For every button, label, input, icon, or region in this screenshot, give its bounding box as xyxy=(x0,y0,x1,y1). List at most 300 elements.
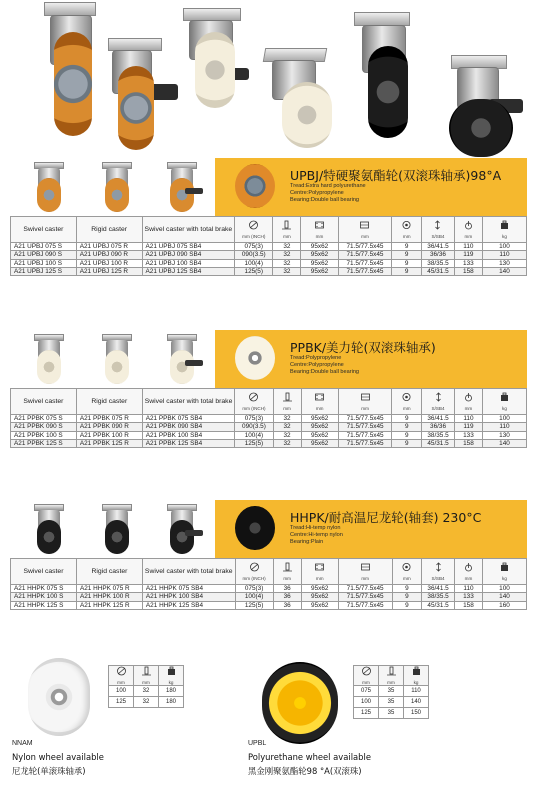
spec-value-cell: 32 xyxy=(273,243,301,251)
unit-label: mm xyxy=(387,680,395,685)
model-code-cell: A21 PPBK 075 SB4 xyxy=(142,415,235,423)
model-code-cell: A21 HHPK 100 S xyxy=(11,593,77,601)
wheel-ppbk-image xyxy=(235,336,275,380)
spec-value-cell: 95x62 xyxy=(301,251,338,259)
spec-value-cell: 158 xyxy=(454,601,482,609)
unit-label: S/SB4 xyxy=(431,234,445,239)
bolt-hole-icon xyxy=(400,562,413,574)
banner-upbj xyxy=(215,158,527,216)
unit-label: kg xyxy=(502,234,507,239)
spec-value-cell: 119 xyxy=(454,423,482,431)
spec-value-cell: 95x62 xyxy=(301,243,338,251)
centre-text: Centre:Polypropylene xyxy=(290,190,344,196)
mini-value-cell: 075 xyxy=(354,686,379,697)
model-code-cell: A21 HHPK 125 SB4 xyxy=(142,601,235,609)
bearing-text: Bearing:Plain xyxy=(290,539,324,545)
thumb-rigid xyxy=(90,332,144,386)
banner-ppbk xyxy=(215,330,527,388)
spec-value-cell: 95x62 xyxy=(301,423,338,431)
spec-value-cell: 95x62 xyxy=(301,267,338,275)
spec-value-cell: 130 xyxy=(482,431,526,439)
column-header: Swivel caster with total brake xyxy=(142,559,235,585)
model-code-cell: A21 PPBK 100 R xyxy=(76,431,142,439)
column-header: Rigid caster xyxy=(76,559,142,585)
nylon-wheel-image xyxy=(28,658,90,736)
spec-value-cell: 9 xyxy=(392,267,422,275)
mini-header-cell xyxy=(159,666,184,686)
spec-value-cell: 9 xyxy=(392,601,422,609)
spec-value-cell: 38/35.5 xyxy=(422,431,455,439)
unit-label: mm xyxy=(361,576,369,581)
spec-value-cell: 100(4) xyxy=(235,259,273,267)
mini-value-cell: 32 xyxy=(134,697,159,708)
spec-value-cell: 090(3.5) xyxy=(235,251,273,259)
mini-value-cell: 110 xyxy=(404,686,429,697)
spec-value-cell: 9 xyxy=(392,423,422,431)
spec-value-cell: 140 xyxy=(482,593,526,601)
mini-value-cell: 32 xyxy=(134,686,159,697)
spec-value-cell: 95x62 xyxy=(301,601,338,609)
top-plate-icon xyxy=(313,392,326,404)
spec-value-cell: 36 xyxy=(273,593,301,601)
mini-value-cell: 35 xyxy=(379,708,404,719)
unit-label: mm xyxy=(361,406,369,411)
model-code-cell: A21 PPBK 090 SB4 xyxy=(142,423,235,431)
wheel-diameter-icon xyxy=(247,392,260,404)
upbl-spec-table xyxy=(353,665,429,719)
spec-value-cell: 32 xyxy=(273,267,301,275)
column-header-icon-cell xyxy=(454,559,482,585)
hero-caster-black-brake xyxy=(445,55,525,155)
model-code-cell: A21 PPBK 075 S xyxy=(11,415,77,423)
mini-value-cell: 150 xyxy=(404,708,429,719)
spec-value-cell: 71.5/77.5x45 xyxy=(338,423,392,431)
spec-value-cell: 9 xyxy=(392,259,422,267)
hero-caster-orange-brake xyxy=(100,38,180,153)
unit-label: mm xyxy=(464,234,473,239)
overall-height-icon xyxy=(432,392,445,404)
spec-value-cell: 36/36 xyxy=(422,423,455,431)
unit-label: kg xyxy=(168,680,174,685)
spec-value-cell: 71.5/77.5x45 xyxy=(338,439,392,447)
wheel-diameter-icon xyxy=(360,666,373,678)
spec-value-cell: 125(5) xyxy=(235,439,273,447)
hero-caster-orange-swivel xyxy=(40,2,102,137)
table-row xyxy=(354,686,429,697)
spec-value-cell: 100 xyxy=(482,585,526,593)
unit-label: mm xyxy=(402,406,411,411)
spec-value-cell: 9 xyxy=(392,415,422,423)
spec-value-cell: 158 xyxy=(454,439,482,447)
unit-label: mm (INCH) xyxy=(242,406,266,411)
spec-value-cell: 95x62 xyxy=(301,593,338,601)
mini-header-cell xyxy=(404,666,429,686)
model-code-cell: A21 PPBK 090 R xyxy=(76,423,142,431)
model-code-cell: A21 UPBJ 075 SB4 xyxy=(142,243,235,251)
spec-value-cell: 9 xyxy=(392,431,422,439)
spec-value-cell: 32 xyxy=(273,431,301,439)
model-code-cell: A21 HHPK 125 R xyxy=(76,601,142,609)
column-header-icon-cell xyxy=(338,389,392,415)
bolt-hole-spacing-icon xyxy=(358,220,371,232)
unit-label: S/SB4 xyxy=(431,406,445,411)
spec-value-cell: 95x62 xyxy=(301,585,338,593)
wheel-upbj-image xyxy=(235,164,275,208)
column-header-icon-cell xyxy=(273,389,301,415)
spec-value-cell: 38/35.5 xyxy=(422,259,455,267)
column-header-icon-cell xyxy=(235,559,273,585)
section-ppbk xyxy=(10,330,527,460)
section-hhpk xyxy=(10,500,527,630)
mini-value-cell: 180 xyxy=(159,686,184,697)
model-code-cell: A21 UPBJ 100 S xyxy=(11,259,77,267)
spec-header-row xyxy=(11,559,527,585)
spec-value-cell: 95x62 xyxy=(301,431,338,439)
unit-label: kg xyxy=(502,406,507,411)
spec-value-cell: 45/31.5 xyxy=(422,439,455,447)
model-code-cell: A21 PPBK 100 S xyxy=(11,431,77,439)
spec-value-cell: 110 xyxy=(454,585,482,593)
column-header-icon-cell xyxy=(392,559,422,585)
table-row xyxy=(11,431,527,439)
tread-text: Tread:Extra hard polyurethane xyxy=(290,183,366,189)
wheel-width-icon xyxy=(281,392,294,404)
table-row xyxy=(11,585,527,593)
centre-text: Centre:Hi-temp nylon xyxy=(290,532,343,538)
overall-height-icon xyxy=(431,220,444,232)
model-code-cell: A21 HHPK 125 S xyxy=(11,601,77,609)
spec-table xyxy=(10,558,527,610)
unit-label: mm xyxy=(315,576,324,581)
spec-value-cell: 160 xyxy=(482,601,526,609)
model-code-cell: A21 UPBJ 090 R xyxy=(76,251,142,259)
spec-value-cell: 110 xyxy=(482,251,526,259)
spec-value-cell: 71.5/77.5x45 xyxy=(338,243,392,251)
unit-label: mm xyxy=(315,234,324,239)
wheel-width-icon xyxy=(140,666,153,678)
bolt-hole-icon xyxy=(400,220,413,232)
centre-text: Centre:Polypropylene xyxy=(290,362,344,368)
wheel-diameter-icon xyxy=(248,562,261,574)
offset-icon xyxy=(462,220,475,232)
mini-value-cell: 125 xyxy=(354,708,379,719)
spec-value-cell: 32 xyxy=(273,423,301,431)
wheel-width-icon xyxy=(280,220,293,232)
thumb-swivel-brake xyxy=(155,160,209,214)
column-header-icon-cell xyxy=(422,217,455,243)
column-header-icon-cell xyxy=(301,559,338,585)
top-plate-icon xyxy=(313,562,326,574)
column-header-icon-cell xyxy=(301,389,338,415)
spec-table xyxy=(10,388,527,448)
spec-value-cell: 100 xyxy=(482,243,526,251)
column-header-icon-cell xyxy=(454,217,482,243)
column-header-icon-cell xyxy=(392,217,422,243)
model-code-cell: A21 UPBJ 090 S xyxy=(11,251,77,259)
bolt-hole-spacing-icon xyxy=(359,392,372,404)
unit-label: kg xyxy=(413,680,419,685)
spec-value-cell: 32 xyxy=(273,259,301,267)
mini-value-cell: 35 xyxy=(379,686,404,697)
table-row xyxy=(11,593,527,601)
mini-value-cell: 180 xyxy=(159,697,184,708)
spec-value-cell: 71.5/77.5x45 xyxy=(338,415,392,423)
column-header-icon-cell xyxy=(422,389,455,415)
column-header-icon-cell xyxy=(422,559,455,585)
column-header-icon-cell xyxy=(482,559,526,585)
column-header-icon-cell xyxy=(235,217,273,243)
nylon-spec-table xyxy=(108,665,184,708)
spec-value-cell: 32 xyxy=(273,439,301,447)
model-code-cell: A21 UPBJ 075 S xyxy=(11,243,77,251)
model-code-cell: A21 PPBK 125 S xyxy=(11,439,77,447)
spec-value-cell: 130 xyxy=(482,259,526,267)
spec-value-cell: 133 xyxy=(454,431,482,439)
hero-caster-black-swivel xyxy=(350,12,420,140)
spec-value-cell: 110 xyxy=(482,423,526,431)
unit-label: mm xyxy=(402,234,411,239)
column-header-icon-cell xyxy=(273,559,301,585)
spec-value-cell: 36 xyxy=(273,601,301,609)
bearing-text: Bearing:Double ball bearing xyxy=(290,369,360,375)
column-header: Swivel caster xyxy=(11,559,77,585)
wheel-diameter-icon xyxy=(247,220,260,232)
column-header: Swivel caster xyxy=(11,217,77,243)
column-header: Swivel caster with total brake xyxy=(142,217,235,243)
mini-header-row xyxy=(109,666,184,686)
load-capacity-icon xyxy=(410,666,423,678)
spec-value-cell: 125(5) xyxy=(235,601,273,609)
spec-value-cell: 075(3) xyxy=(235,585,273,593)
mini-value-cell: 35 xyxy=(379,697,404,708)
column-header-icon-cell xyxy=(235,389,273,415)
mini-value-cell: 100 xyxy=(109,686,134,697)
spec-value-cell: 133 xyxy=(454,259,482,267)
upbl-code: UPBL xyxy=(248,740,267,747)
bolt-hole-icon xyxy=(400,392,413,404)
unit-label: kg xyxy=(502,576,507,581)
spec-value-cell: 125(5) xyxy=(235,267,273,275)
unit-label: mm xyxy=(117,680,125,685)
unit-label: mm (INCH) xyxy=(242,576,266,581)
spec-value-cell: 100(4) xyxy=(235,431,273,439)
model-code-cell: A21 PPBK 125 SB4 xyxy=(142,439,235,447)
unit-label: mm xyxy=(283,576,291,581)
spec-value-cell: 95x62 xyxy=(301,439,338,447)
nylon-caption-en: Nylon wheel available xyxy=(12,752,104,762)
table-row xyxy=(109,686,184,697)
unit-label: mm xyxy=(315,406,324,411)
spec-value-cell: 133 xyxy=(454,593,482,601)
column-header: Swivel caster xyxy=(11,389,77,415)
model-code-cell: A21 HHPK 075 R xyxy=(76,585,142,593)
model-code-cell: A21 HHPK 100 R xyxy=(76,593,142,601)
unit-label: mm (INCH) xyxy=(242,234,266,239)
section-upbj xyxy=(10,158,527,288)
spec-value-cell: 71.5/77.5x45 xyxy=(338,267,392,275)
table-row xyxy=(11,415,527,423)
wheel-width-icon xyxy=(281,562,294,574)
column-header-icon-cell xyxy=(301,217,338,243)
spec-value-cell: 95x62 xyxy=(301,415,338,423)
model-code-cell: A21 PPBK 100 SB4 xyxy=(142,431,235,439)
wheel-hhpk-image xyxy=(235,506,275,550)
mini-header-cell xyxy=(134,666,159,686)
model-code-cell: A21 HHPK 075 S xyxy=(11,585,77,593)
spec-header-row xyxy=(11,389,527,415)
spec-value-cell: 45/31.5 xyxy=(422,267,455,275)
spec-value-cell: 36/41.5 xyxy=(422,585,455,593)
spec-value-cell: 100 xyxy=(482,415,526,423)
thumb-swivel xyxy=(22,332,76,386)
section-title: PPBK/美力轮(双滚珠轴承) xyxy=(290,340,436,355)
bearing-text: Bearing:Double ball bearing xyxy=(290,197,360,203)
overall-height-icon xyxy=(432,562,445,574)
spec-value-cell: 71.5/77.5x45 xyxy=(338,431,392,439)
model-code-cell: A21 PPBK 075 R xyxy=(76,415,142,423)
spec-value-cell: 36 xyxy=(273,585,301,593)
model-code-cell: A21 PPBK 125 R xyxy=(76,439,142,447)
column-header-icon-cell xyxy=(338,217,392,243)
table-row xyxy=(354,708,429,719)
spec-value-cell: 71.5/77.5x45 xyxy=(338,259,392,267)
unit-label: mm xyxy=(361,234,369,239)
spec-value-cell: 36/41.5 xyxy=(422,415,455,423)
unit-label: S/SB4 xyxy=(431,576,445,581)
column-header-icon-cell xyxy=(482,217,526,243)
unit-label: mm xyxy=(142,680,150,685)
table-row xyxy=(11,423,527,431)
upbl-caption-en: Polyurethane wheel available xyxy=(248,752,371,762)
column-header-icon-cell xyxy=(392,389,422,415)
column-header-icon-cell xyxy=(273,217,301,243)
spec-value-cell: 119 xyxy=(454,251,482,259)
spec-value-cell: 36/41.5 xyxy=(422,243,455,251)
thumb-rigid xyxy=(90,160,144,214)
mini-value-cell: 140 xyxy=(404,697,429,708)
thumb-swivel-brake xyxy=(155,502,209,556)
spec-value-cell: 38/35.5 xyxy=(422,593,455,601)
offset-icon xyxy=(462,562,475,574)
model-code-cell: A21 UPBJ 125 S xyxy=(11,267,77,275)
nylon-code: NNAM xyxy=(12,740,33,747)
load-capacity-icon xyxy=(165,666,178,678)
model-code-cell: A21 UPBJ 125 R xyxy=(76,267,142,275)
column-header-icon-cell xyxy=(338,559,392,585)
table-row xyxy=(354,697,429,708)
spec-value-cell: 9 xyxy=(392,243,422,251)
offset-icon xyxy=(462,392,475,404)
model-code-cell: A21 UPBJ 125 SB4 xyxy=(142,267,235,275)
upbl-caption-cn: 黑金刚聚氨酯轮98 °A(双滚珠) xyxy=(248,766,362,776)
model-code-cell: A21 UPBJ 090 SB4 xyxy=(142,251,235,259)
table-row xyxy=(11,251,527,259)
spec-value-cell: 32 xyxy=(273,415,301,423)
spec-value-cell: 140 xyxy=(482,439,526,447)
spec-value-cell: 9 xyxy=(392,593,422,601)
section-title: UPBJ/特硬聚氨酯轮(双滚珠轴承)98°A xyxy=(290,168,502,183)
unit-label: mm xyxy=(362,680,370,685)
table-row xyxy=(11,259,527,267)
table-row xyxy=(109,697,184,708)
spec-value-cell: 9 xyxy=(392,251,422,259)
column-header-icon-cell xyxy=(454,389,482,415)
spec-value-cell: 110 xyxy=(454,243,482,251)
spec-value-cell: 090(3.5) xyxy=(235,423,273,431)
spec-value-cell: 9 xyxy=(392,439,422,447)
mini-header-cell xyxy=(109,666,134,686)
load-capacity-icon xyxy=(498,562,511,574)
load-capacity-icon xyxy=(498,392,511,404)
load-capacity-icon xyxy=(498,220,511,232)
top-plate-icon xyxy=(313,220,326,232)
spec-value-cell: 140 xyxy=(482,267,526,275)
spec-value-cell: 45/31.5 xyxy=(422,601,455,609)
mini-value-cell: 125 xyxy=(109,697,134,708)
model-code-cell: A21 UPBJ 100 SB4 xyxy=(142,259,235,267)
hero-caster-images xyxy=(0,0,537,158)
spec-value-cell: 36/36 xyxy=(422,251,455,259)
spec-value-cell: 71.5/77.5x45 xyxy=(338,251,392,259)
upbl-wheel-image xyxy=(262,662,338,744)
table-row xyxy=(11,267,527,275)
unit-label: mm xyxy=(283,234,291,239)
spec-value-cell: 110 xyxy=(454,415,482,423)
mini-header-cell xyxy=(379,666,404,686)
model-code-cell: A21 HHPK 075 SB4 xyxy=(142,585,235,593)
wheel-diameter-icon xyxy=(115,666,128,678)
spec-value-cell: 9 xyxy=(392,585,422,593)
section-title: HHPK/耐高温尼龙轮(轴套) 230°C xyxy=(290,510,482,525)
banner-hhpk xyxy=(215,500,527,558)
thumb-rigid xyxy=(90,502,144,556)
table-row xyxy=(11,243,527,251)
spec-value-cell: 075(3) xyxy=(235,243,273,251)
thumb-swivel-brake xyxy=(155,332,209,386)
spec-table xyxy=(10,216,527,276)
spec-value-cell: 95x62 xyxy=(301,259,338,267)
model-code-cell: A21 UPBJ 100 R xyxy=(76,259,142,267)
spec-header-row xyxy=(11,217,527,243)
tread-text: Tread:Hi-temp nylon xyxy=(290,525,341,531)
nylon-caption-cn: 尼龙轮(单滚珠轴承) xyxy=(12,766,86,776)
model-code-cell: A21 HHPK 100 SB4 xyxy=(142,593,235,601)
unit-label: mm xyxy=(464,406,473,411)
column-header: Rigid caster xyxy=(76,217,142,243)
tread-text: Tread:Polypropylene xyxy=(290,355,342,361)
column-header: Rigid caster xyxy=(76,389,142,415)
wheel-width-icon xyxy=(385,666,398,678)
unit-label: mm xyxy=(283,406,291,411)
thumb-swivel xyxy=(22,160,76,214)
spec-value-cell: 075(3) xyxy=(235,415,273,423)
spec-value-cell: 32 xyxy=(273,251,301,259)
bolt-hole-spacing-icon xyxy=(359,562,372,574)
unit-label: mm xyxy=(403,576,411,581)
model-code-cell: A21 UPBJ 075 R xyxy=(76,243,142,251)
spec-value-cell: 71.5/77.5x45 xyxy=(338,593,392,601)
spec-value-cell: 71.5/77.5x45 xyxy=(338,601,392,609)
column-header-icon-cell xyxy=(482,389,526,415)
unit-label: mm xyxy=(464,576,473,581)
thumb-swivel xyxy=(22,502,76,556)
mini-value-cell: 100 xyxy=(354,697,379,708)
spec-value-cell: 158 xyxy=(454,267,482,275)
spec-value-cell: 71.5/77.5x45 xyxy=(338,585,392,593)
hero-caster-white-swivel xyxy=(260,48,335,148)
hero-caster-white-brake xyxy=(175,8,255,108)
column-header: Swivel caster with total brake xyxy=(142,389,235,415)
